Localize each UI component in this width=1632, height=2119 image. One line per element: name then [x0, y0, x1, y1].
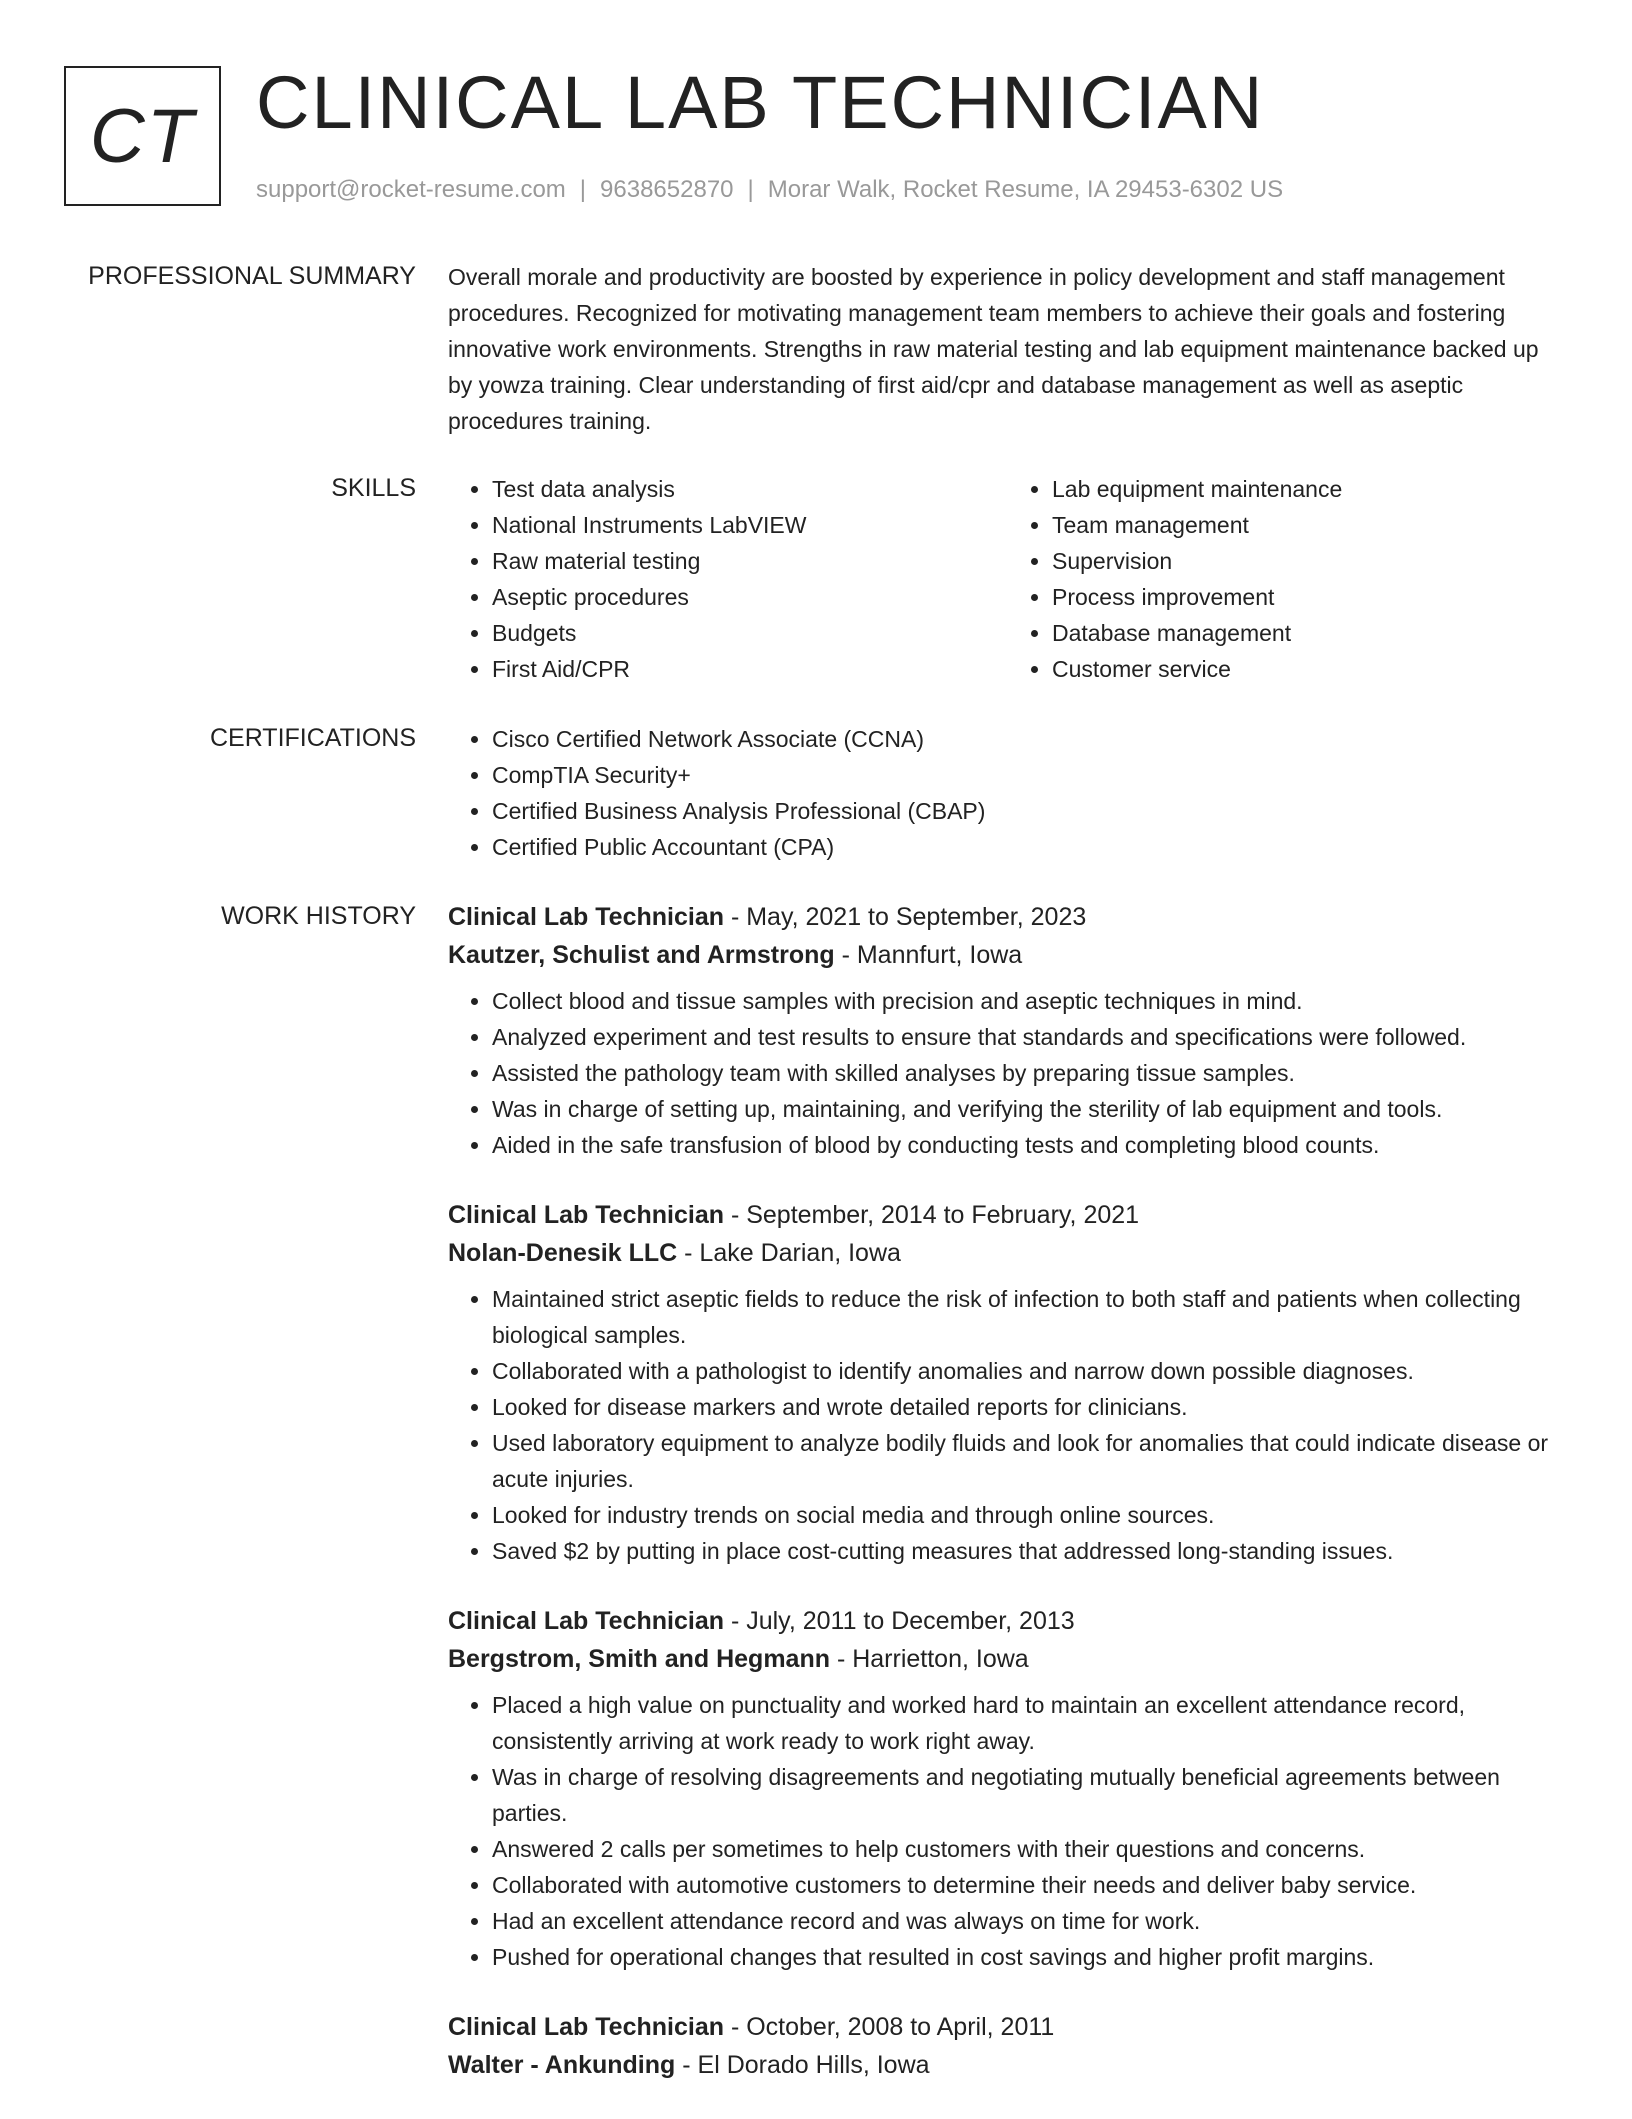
job-bullet: • Answered 2 calls per sometimes to help customers with their questions and concerns. — [492, 1831, 1568, 1867]
job-title: Clinical Lab Technician — [448, 903, 724, 931]
job-bullet: • Looked for disease markers and wrote detailed reports for clinicians. — [492, 1389, 1568, 1425]
certifications-heading: CERTIFICATIONS — [209, 724, 416, 752]
job-bullets — [448, 1281, 1568, 1569]
certification-item: • CompTIA Security+ — [492, 757, 1568, 793]
skill-item: • Process improvement — [1052, 579, 1568, 615]
certifications-list — [448, 721, 1568, 865]
job-company: Walter - Ankunding — [448, 2051, 676, 2079]
skill-item: • Budgets — [492, 615, 1008, 651]
monogram-logo: CT — [64, 66, 221, 206]
skill-item: • Raw material testing — [492, 543, 1008, 579]
job-dates: - September, 2014 to February, 2021 — [724, 1201, 1140, 1229]
contact-line — [256, 174, 1283, 206]
skill-item: • Team management — [1052, 507, 1568, 543]
job-dates: - October, 2008 to April, 2011 — [724, 2013, 1055, 2041]
job-location: - El Dorado Hills, Iowa — [675, 2051, 930, 2079]
job-entry — [448, 899, 1568, 1163]
job-bullet: • Aided in the safe transfusion of blood by conducting tests and completing blood counts. — [492, 1127, 1568, 1163]
contact-separator: | — [579, 176, 587, 203]
job-bullet: • Collaborated with a pathologist to identify anomalies and narrow down possible diagnoses. — [492, 1353, 1568, 1389]
skills-heading: SKILLS — [331, 474, 416, 502]
job-title: Clinical Lab Technician — [448, 1201, 724, 1229]
skill-item: • Aseptic procedures — [492, 579, 1008, 615]
skill-item: • Supervision — [1052, 543, 1568, 579]
skill-item: • Lab equipment maintenance — [1052, 471, 1568, 507]
job-bullet: • Had an excellent attendance record and was always on time for work. — [492, 1903, 1568, 1939]
job-location: - Lake Darian, Iowa — [677, 1239, 901, 1267]
job-location: - Harrietton, Iowa — [830, 1645, 1029, 1673]
job-company: Nolan-Denesik LLC — [448, 1239, 678, 1267]
contact-email: support@rocket-resume.com — [256, 176, 566, 203]
work-history-heading: WORK HISTORY — [221, 902, 416, 930]
job-bullet: • Assisted the pathology team with skilled analyses by preparing tissue samples. — [492, 1055, 1568, 1091]
skill-item: • National Instruments LabVIEW — [492, 507, 1008, 543]
certification-item: • Certified Public Accountant (CPA) — [492, 829, 1568, 865]
job-bullets — [448, 983, 1568, 1163]
job-company: Bergstrom, Smith and Hegmann — [448, 1645, 830, 1673]
summary-text: Overall morale and productivity are boosted by experience in policy development and staff management procedures. Recognized for motivating management team members to achieve their goals and fostering innovative work environments. Strengths in raw material testing and lab equipment maintenance backed up by yowza training. Clear understanding of first aid/cpr and database management as well as aseptic procedures training. — [448, 264, 1539, 434]
job-bullet: • Collect blood and tissue samples with precision and aseptic techniques in mind. — [492, 983, 1568, 1019]
job-bullet: • Maintained strict aseptic fields to reduce the risk of infection to both staff and patients when collecting biological samples. — [492, 1281, 1568, 1353]
certification-item: • Certified Business Analysis Professional (CBAP) — [492, 793, 1568, 829]
skills-list-left — [448, 471, 1008, 687]
skill-item: • Test data analysis — [492, 471, 1008, 507]
skill-item: • First Aid/CPR — [492, 651, 1008, 687]
job-title: Clinical Lab Technician — [448, 1607, 724, 1635]
contact-separator: | — [747, 176, 754, 203]
job-entry — [448, 1197, 1568, 1569]
job-entry — [448, 2009, 1568, 2085]
job-bullet: • Analyzed experiment and test results to ensure that standards and specifications were followed. — [492, 1019, 1568, 1055]
job-dates: - May, 2021 to September, 2023 — [724, 903, 1087, 931]
skill-item: • Customer service — [1052, 651, 1568, 687]
job-company: Kautzer, Schulist and Armstrong — [448, 941, 835, 969]
job-bullets — [448, 1687, 1568, 1975]
resume-title: CLINICAL LAB TECHNICIAN — [256, 61, 1265, 144]
job-bullet: • Was in charge of resolving disagreements and negotiating mutually beneficial agreements between parties. — [492, 1759, 1568, 1831]
job-bullet: • Placed a high value on punctuality and worked hard to maintain an excellent attendance record, consistently arriving at work ready to work right away. — [492, 1687, 1568, 1759]
certification-item: • Cisco Certified Network Associate (CCNA) — [492, 721, 1568, 757]
job-bullet: • Collaborated with automotive customers to determine their needs and deliver baby service. — [492, 1867, 1568, 1903]
contact-phone: 9638652870 — [600, 176, 734, 203]
job-dates: - July, 2011 to December, 2013 — [724, 1607, 1075, 1635]
job-bullet: • Was in charge of setting up, maintaining, and verifying the sterility of lab equipment and tools. — [492, 1091, 1568, 1127]
summary-heading: PROFESSIONAL SUMMARY — [88, 262, 416, 290]
skill-item: • Database management — [1052, 615, 1568, 651]
contact-address: Morar Walk, Rocket Resume, IA 29453-6302 US — [767, 176, 1284, 203]
job-entry — [448, 1603, 1568, 1975]
job-bullet: • Used laboratory equipment to analyze bodily fluids and look for anomalies that could indicate disease or acute injuries. — [492, 1425, 1568, 1497]
job-bullet: • Pushed for operational changes that resulted in cost savings and higher profit margins. — [492, 1939, 1568, 1975]
skills-list-right — [1008, 471, 1568, 687]
job-title: Clinical Lab Technician — [448, 2013, 724, 2041]
job-location: - Mannfurt, Iowa — [834, 941, 1023, 969]
job-bullet: • Looked for industry trends on social media and through online sources. — [492, 1497, 1568, 1533]
job-bullet: • Saved $2 by putting in place cost-cutting measures that addressed long-standing issues. — [492, 1533, 1568, 1569]
